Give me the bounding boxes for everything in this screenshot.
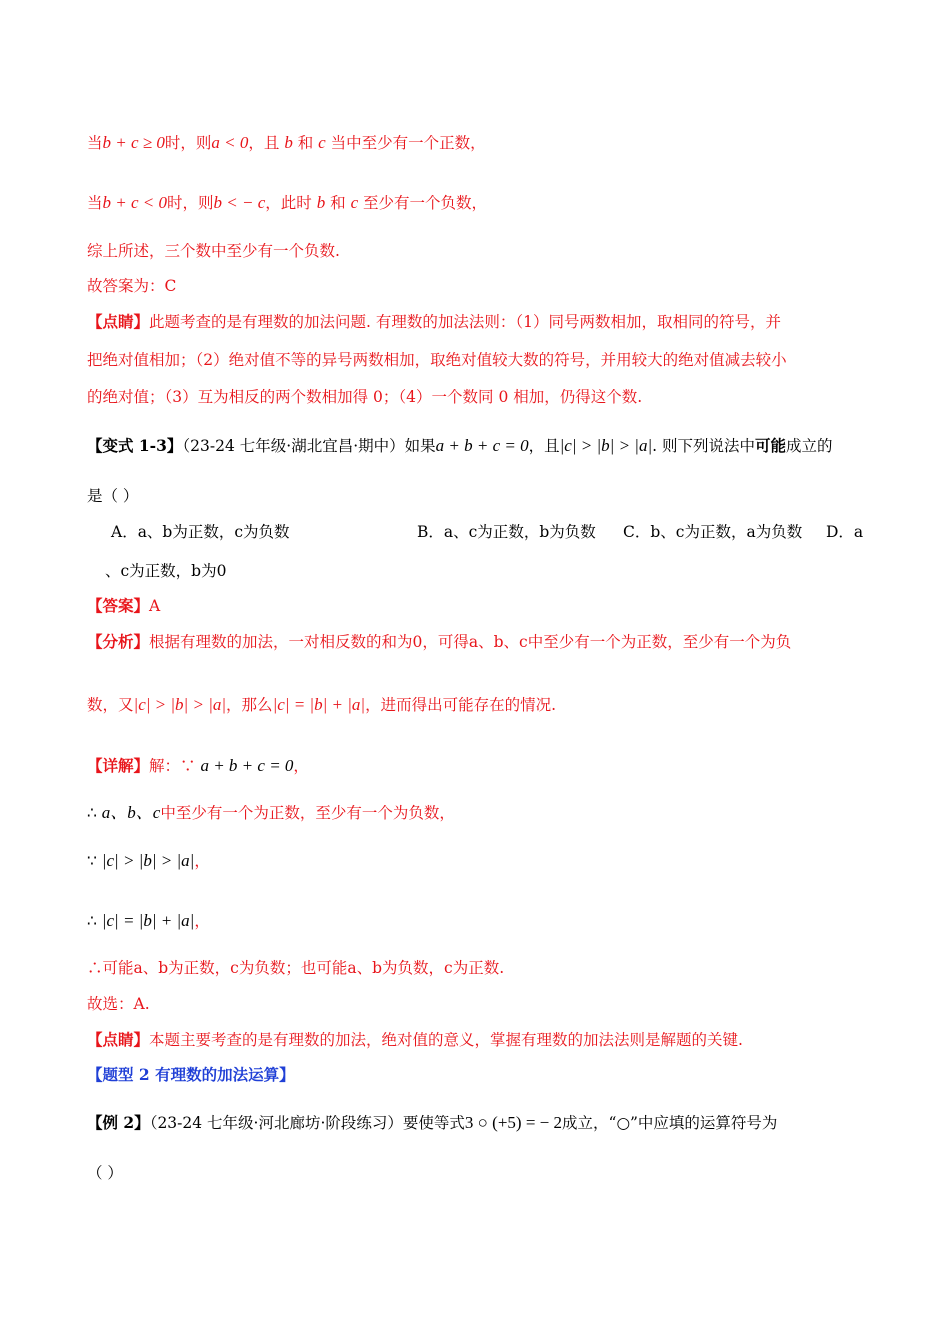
formula: c xyxy=(350,193,359,212)
comment-line-3: 的绝对值；（3）互为相反的两个数相加得 0；（4）一个数同 0 相加，仍得这个数. xyxy=(87,388,643,406)
option-d-continued: 、c为正数，b为0 xyxy=(105,562,227,580)
formula: |c| = |b| + |a| xyxy=(272,695,366,714)
formula: b xyxy=(316,193,326,212)
answer-block xyxy=(87,596,160,616)
detail-line-1 xyxy=(87,756,309,776)
text: 至少有一个负数， xyxy=(358,194,488,212)
text: （23-24 七年级·湖北宜昌·期中）如果 xyxy=(182,437,436,455)
text: 和 xyxy=(325,194,351,212)
answer-value: A xyxy=(149,597,161,615)
option-b: B．a、c为正数，b为负数 xyxy=(417,523,596,541)
text: 和 xyxy=(292,134,319,152)
text: 此题考查的是有理数的加法问题. 有理数的加法法则：（1）同号两数相加，取相同的符号，并 xyxy=(149,313,781,331)
analysis-line-2 xyxy=(87,695,556,715)
detail-line-6: 故选：A. xyxy=(87,995,150,1013)
detail-line-2 xyxy=(87,803,455,823)
text: 当 xyxy=(87,194,103,212)
conclusion-line: 综上所述，三个数中至少有一个负数. xyxy=(87,242,340,260)
comment-tag: 【点睛】 xyxy=(87,312,150,331)
text: 解：∵ xyxy=(149,757,201,775)
formula: c xyxy=(318,133,326,152)
analysis-tag: 【分析】 xyxy=(87,632,150,651)
text: ，且 xyxy=(248,134,285,152)
text: 数，又 xyxy=(87,696,134,714)
analysis-line-1 xyxy=(87,632,791,652)
text: ， xyxy=(194,912,210,930)
text: （23-24 七年级·河北廊坊·阶段练习）要使等式 xyxy=(149,1114,465,1132)
therefore-symbol: ∴ xyxy=(87,912,102,930)
formula: 3 ○ (+5) = − 2 xyxy=(464,1113,563,1132)
detail-line-3 xyxy=(87,851,210,871)
formula: b + c ≥ 0 xyxy=(102,133,165,152)
variant-tag: 【变式 1-3】 xyxy=(87,436,183,455)
solution-line-1 xyxy=(87,133,486,153)
detail-tag: 【详解】 xyxy=(87,756,150,775)
text: ，进而得出可能存在的情况. xyxy=(365,696,557,714)
text: . 则下列说法中 xyxy=(652,437,755,455)
text: 时，则 xyxy=(167,194,214,212)
text: 当中至少有一个正数， xyxy=(325,134,486,152)
answer-line: 故答案为：C xyxy=(87,277,177,295)
because-symbol: ∵ xyxy=(87,852,102,870)
example-line-2: （ ） xyxy=(87,1164,123,1182)
section-heading: 【题型 2 有理数的加法运算】 xyxy=(87,1065,295,1084)
example-tag: 【例 2】 xyxy=(87,1113,150,1132)
detail-line-4 xyxy=(87,911,210,931)
formula: |c| = |b| + |a| xyxy=(101,911,195,930)
variant-question-line-2: 是（ ） xyxy=(87,487,139,505)
answer-tag: 【答案】 xyxy=(87,596,150,615)
formula: b + c < 0 xyxy=(102,193,168,212)
text: ， xyxy=(194,852,210,870)
comment-line-2: 把绝对值相加；（2）绝对值不等的异号两数相加，取绝对值较大数的符号，并用较大的绝对值减去较小 xyxy=(87,351,787,369)
emphasis: 可能 xyxy=(755,436,787,455)
text: ，那么 xyxy=(226,696,273,714)
text: ，此时 xyxy=(265,194,317,212)
variant-question-line-1 xyxy=(87,436,833,456)
formula: a + b + c = 0 xyxy=(435,436,529,455)
formula: a + b + c = 0 xyxy=(200,756,294,775)
formula: a、b、c xyxy=(101,803,161,822)
text: 根据有理数的加法，一对相反数的和为0，可得a、b、c中至少有一个为正数，至少有一个为负 xyxy=(149,633,792,651)
text: 成立，“○”中应填的运算符号为 xyxy=(562,1114,778,1132)
option-d: D．a xyxy=(826,523,864,541)
text: 当 xyxy=(87,134,103,152)
formula: b < − c xyxy=(213,193,266,212)
formula: |c| > |b| > |a| xyxy=(133,695,227,714)
comment-line-1 xyxy=(87,312,781,332)
comment-tag: 【点睛】 xyxy=(87,1030,150,1049)
text: 成立的 xyxy=(786,437,833,455)
formula: b xyxy=(284,133,293,152)
text: ， xyxy=(293,757,309,775)
text: 时，则 xyxy=(164,134,212,152)
text: ，且 xyxy=(528,437,560,455)
text: 本题主要考查的是有理数的加法，绝对值的意义，掌握有理数的加法法则是解题的关键. xyxy=(149,1031,743,1049)
text: 中至少有一个为正数，至少有一个为负数， xyxy=(160,804,455,822)
option-c: C．b、c为正数，a为负数 xyxy=(623,523,803,541)
solution-line-2 xyxy=(87,193,487,213)
formula: |c| > |b| > |a| xyxy=(101,851,195,870)
formula: a < 0 xyxy=(211,133,249,152)
comment-2 xyxy=(87,1030,743,1050)
formula: |c| > |b| > |a| xyxy=(559,436,653,455)
detail-line-5: ∴可能a、b为正数，c为负数；也可能a、b为负数，c为正数. xyxy=(87,959,505,977)
example-line-1 xyxy=(87,1113,777,1133)
therefore-symbol: ∴ xyxy=(87,804,102,822)
option-a: A．a、b为正数，c为负数 xyxy=(111,523,290,541)
